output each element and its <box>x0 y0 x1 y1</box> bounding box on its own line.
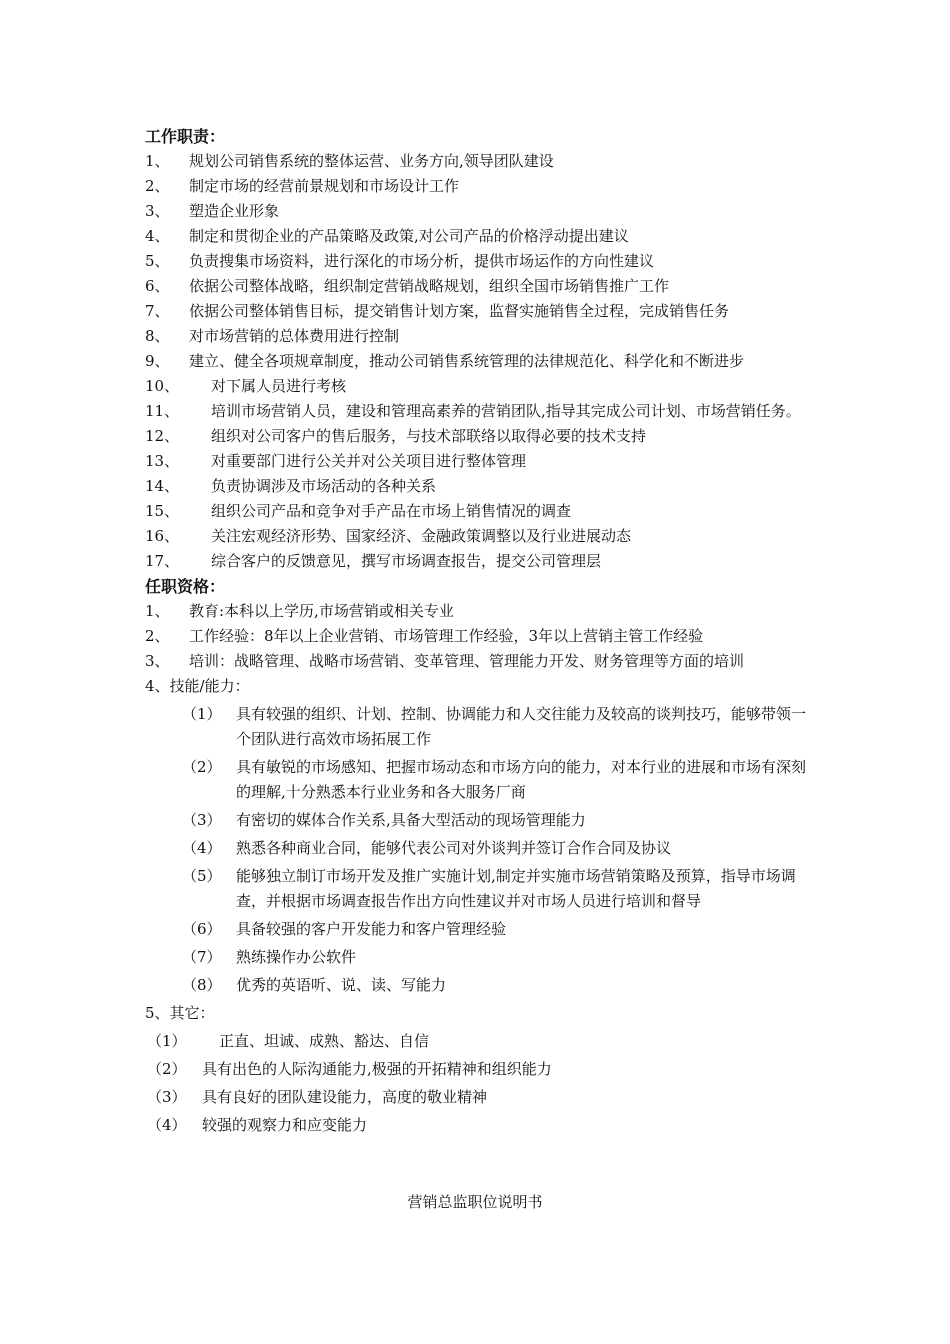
skills-label: 4、技能/能力： <box>145 677 250 695</box>
item-text: 具有出色的人际沟通能力,极强的开拓精神和组织能力 <box>202 1060 552 1078</box>
skills-list <box>145 702 810 998</box>
skill-item <box>182 836 810 861</box>
duty-item <box>145 299 810 324</box>
item-number: （3） <box>147 1088 187 1106</box>
duties-list <box>145 149 810 574</box>
item-number: （4） <box>182 839 222 857</box>
item-text: 有密切的媒体合作关系,具备大型活动的现场管理能力 <box>236 811 586 829</box>
duties-heading: 工作职责： <box>145 127 226 146</box>
item-number: （2） <box>182 758 222 776</box>
duty-item <box>145 549 810 574</box>
duty-item <box>145 524 810 549</box>
item-number: （6） <box>182 920 222 938</box>
item-number: 5、 <box>145 252 170 270</box>
duty-item <box>145 174 810 199</box>
item-number: （1） <box>147 1032 187 1050</box>
item-text: 组织公司产品和竞争对手产品在市场上销售情况的调查 <box>211 502 572 520</box>
other-item <box>147 1057 810 1082</box>
duty-item <box>145 224 810 249</box>
item-text: 负责搜集市场资料，进行深化的市场分析，提供市场运作的方向性建议 <box>189 252 655 270</box>
item-number: 11、 <box>145 402 180 420</box>
skill-item <box>182 973 810 998</box>
item-number: 15、 <box>145 502 180 520</box>
item-text: 规划公司销售系统的整体运营、业务方向,领导团队建设 <box>189 152 554 170</box>
item-number: 7、 <box>145 302 170 320</box>
duty-item <box>145 399 810 424</box>
item-number: 17、 <box>145 552 180 570</box>
item-text: 对下属人员进行考核 <box>211 377 347 395</box>
item-text: 对重要部门进行公关并对公关项目进行整体管理 <box>211 452 527 470</box>
skill-item <box>182 702 810 752</box>
item-text: 制定和贯彻企业的产品策略及政策,对公司产品的价格浮动提出建议 <box>189 227 629 245</box>
other-item <box>147 1029 810 1054</box>
item-text: 依据公司整体销售目标，提交销售计划方案，监督实施销售全过程，完成销售任务 <box>189 302 730 320</box>
item-number: 9、 <box>145 352 170 370</box>
item-text: 教育:本科以上学历,市场营销或相关专业 <box>189 602 454 620</box>
duty-item <box>145 149 810 174</box>
item-number: 2、 <box>145 627 170 645</box>
item-number: 16、 <box>145 527 180 545</box>
item-number: （7） <box>182 948 222 966</box>
skill-item <box>182 864 810 914</box>
qualification-item <box>145 599 810 624</box>
item-text: 熟悉各种商业合同，能够代表公司对外谈判并签订合作合同及协议 <box>236 839 672 857</box>
item-text: 具有敏锐的市场感知、把握市场动态和市场方向的能力，对本行业的进展和市场有深刻的理解,十分熟悉本行业业务和各大服务厂商 <box>236 758 807 801</box>
item-number: （4） <box>147 1116 187 1134</box>
item-number: 2、 <box>145 177 170 195</box>
item-text: 负责协调涉及市场活动的各种关系 <box>211 477 437 495</box>
item-text: 正直、坦诚、成熟、豁达、自信 <box>219 1032 430 1050</box>
skill-item <box>182 755 810 805</box>
duty-item <box>145 324 810 349</box>
item-text: 较强的观察力和应变能力 <box>202 1116 368 1134</box>
item-text: 能够独立制订市场开发及推广实施计划,制定并实施市场营销策略及预算，指导市场调查，并根据市场调查报告作出方向性建议并对市场人员进行培训和督导 <box>236 867 796 910</box>
item-number: 1、 <box>145 602 170 620</box>
item-number: （8） <box>182 976 222 994</box>
item-number: 13、 <box>145 452 180 470</box>
duty-item <box>145 499 810 524</box>
item-number: 12、 <box>145 427 180 445</box>
item-text: 关注宏观经济形势、国家经济、金融政策调整以及行业进展动态 <box>211 527 632 545</box>
item-number: 10、 <box>145 377 180 395</box>
item-number: （3） <box>182 811 222 829</box>
footer-document-title: 营销总监职位说明书 <box>407 1193 543 1211</box>
item-text: 塑造企业形象 <box>189 202 280 220</box>
duty-item <box>145 249 810 274</box>
item-text: 工作经验：8年以上企业营销、市场管理工作经验，3年以上营销主管工作经验 <box>189 627 704 645</box>
others-label: 5、其它： <box>145 1004 215 1022</box>
other-item <box>147 1113 810 1138</box>
duty-item <box>145 424 810 449</box>
item-number: 3、 <box>145 202 170 220</box>
skill-item <box>182 917 810 942</box>
duty-item <box>145 199 810 224</box>
duty-item <box>145 474 810 499</box>
item-number: （1） <box>182 705 222 723</box>
item-number: 4、 <box>145 227 170 245</box>
skill-item <box>182 945 810 970</box>
item-number: 3、 <box>145 652 170 670</box>
qualification-item <box>145 649 810 674</box>
item-text: 培训：战略管理、战略市场营销、变革管理、管理能力开发、财务管理等方面的培训 <box>189 652 745 670</box>
duty-item <box>145 449 810 474</box>
item-text: 建立、健全各项规章制度，推动公司销售系统管理的法律规范化、科学化和不断进步 <box>189 352 745 370</box>
item-number: （2） <box>147 1060 187 1078</box>
item-text: 培训市场营销人员，建设和管理高素养的营销团队,指导其完成公司计划、市场营销任务。 <box>211 402 801 420</box>
item-text: 综合客户的反馈意见，撰写市场调查报告，提交公司管理层 <box>211 552 602 570</box>
qualifications-list <box>145 599 810 1138</box>
item-number: 14、 <box>145 477 180 495</box>
duty-item <box>145 274 810 299</box>
item-text: 熟练操作办公软件 <box>236 948 357 966</box>
qualification-item <box>145 624 810 649</box>
duty-item <box>145 374 810 399</box>
duty-item <box>145 349 810 374</box>
skill-item <box>182 808 810 833</box>
item-text: 组织对公司客户的售后服务，与技术部联络以取得必要的技术支持 <box>211 427 647 445</box>
qualifications-heading: 任职资格： <box>145 577 226 596</box>
item-number: 1、 <box>145 152 170 170</box>
item-number: （5） <box>182 867 222 885</box>
item-number: 8、 <box>145 327 170 345</box>
document-body <box>145 124 810 1141</box>
others-list <box>145 1029 810 1138</box>
other-item <box>147 1085 810 1110</box>
item-text: 具有良好的团队建设能力，高度的敬业精神 <box>202 1088 488 1106</box>
item-text: 具备较强的客户开发能力和客户管理经验 <box>236 920 507 938</box>
item-number: 6、 <box>145 277 170 295</box>
item-text: 依据公司整体战略，组织制定营销战略规划，组织全国市场销售推广工作 <box>189 277 670 295</box>
item-text: 对市场营销的总体费用进行控制 <box>189 327 400 345</box>
item-text: 制定市场的经营前景规划和市场设计工作 <box>189 177 460 195</box>
item-text: 优秀的英语听、说、读、写能力 <box>236 976 447 994</box>
item-text: 具有较强的组织、计划、控制、协调能力和人交往能力及较高的谈判技巧，能够带领一个团队进行高效市场拓展工作 <box>236 705 807 748</box>
